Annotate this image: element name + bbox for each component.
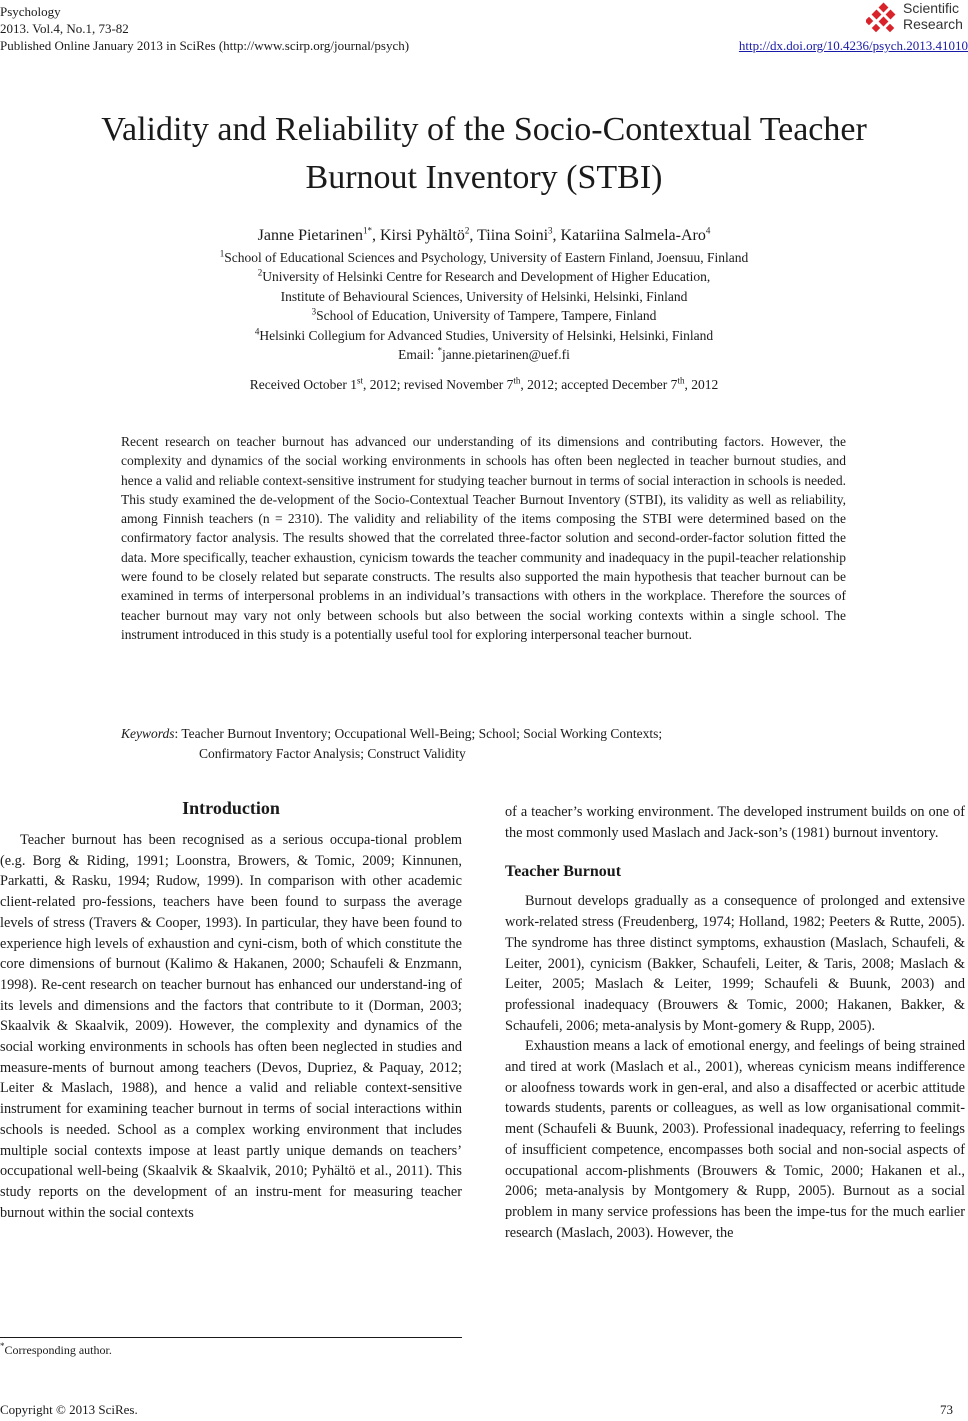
section-heading-teacher-burnout: Teacher Burnout xyxy=(505,863,622,881)
section-heading-introduction: Introduction xyxy=(182,798,280,818)
email: Email: *janne.pietarinen@uef.fi xyxy=(398,345,570,363)
affiliation-1: $^1$School of Educational Sciences and Psychology, University of Eastern Finland, Joensuu, Finland xyxy=(219,248,749,265)
abstract: Recent research on teacher burnout has advanced our understanding of its dimensions and contributing factors. However, the complexity and dynamics of the social working environments in schools has often been neglected in teacher burnout studies, and hence a valid and reliable context-sensitive instrument for studying teacher burnout in terms of social interaction in schools is needed. This study examined the de-velopment of the Socio-Contextual Teacher Burnout Inventory (STBI), its validity as well as reliability, among Finnish teachers (n = 2310). The validity and reliability of the items composing the STBI were determined based on the confirmatory factor analysis. The results showed that the correlated three-factor solution and second-order-factor solution fitted the data. More specifically, teacher exhaustion, cynicism towards the teacher community and inadequacy in the pupil-teacher relationship were found to be closely related but separate constructs. The results also supported the main hypothesis that teacher burnout can be examined in terms of interpersonal problems in an individual’s transactions with others in the workplace. Therefore the sources of teacher burnout may vary not only between schools but also between the social working contexts within a single school. The instrument introduced in this study is a potentially useful tool for exploring interpersonal teacher burnout. xyxy=(121,434,846,642)
copyright: Copyright © 2013 SciRes. xyxy=(0,1402,138,1417)
affiliation-3: $^3$School of Education, University of Tampere, Tampere, Finland xyxy=(311,306,657,324)
intro-continuation: of a teacher’s working environment. The developed instrument builds on one of the most commonly used Maslach and Jack-son’s (1981) burnout inventory. xyxy=(505,804,965,841)
paper-title: Validity and Reliability of the Socio-Contextual Teacher Burnout Inventory (STBI) xyxy=(101,111,867,196)
running-header xyxy=(0,3,409,54)
scientific-research-logo-icon xyxy=(866,2,900,36)
affiliation-4: $^4$Helsinki Collegium for Advanced Studies, University of Helsinki, Helsinki, Finland xyxy=(254,326,714,343)
right-column xyxy=(505,802,965,1243)
affiliations xyxy=(0,248,968,364)
footnote-rule xyxy=(0,1337,462,1338)
page-number: 73 xyxy=(940,1402,953,1417)
author-list: Janne Pietarinen$^{1*}$, Kirsi Pyhältö$^2$, Tiina Soini$^3$, Katariina Salmela-Aro$^4$ xyxy=(257,225,711,244)
burnout-paragraph-1: Burnout develops gradually as a consequence of prolonged and extensive work-related stress (Freudenberg, 1974; Holland, 1982; Peeters & Rutte, 2005). The syndrome has three distinct symptoms, exhaustion (Maslach, Schaufeli, & Leiter, 2001), cynicism (Bakker, Schaufeli, Leiter, & Taris, 2008; Maslach & Leiter, 2005; Maslach & Leiter, 1999; Schaufeli & Buunk, 2003) and professional inadequacy (Brouwers & Tomic, 2000; Hakanen, Bakker, & Schaufeli, 2006; meta-analysis by Mont-gomery & Rupp, 2005). xyxy=(505,893,965,1034)
journal-name: Psychology xyxy=(0,4,61,19)
footnote: *Corresponding author. xyxy=(0,1341,112,1357)
affiliation-2-cont: Institute of Behavioural Sciences, University of Helsinki, Helsinki, Finland xyxy=(280,288,688,304)
received-dates: Received October 1st, 2012; revised November 7th, 2012; accepted December 7th, 2012 xyxy=(249,375,719,392)
intro-paragraph: Teacher burnout has been recognised as a serious occupa-tional problem (e.g. Borg & Riding, 1991; Loonstra, Browers, & Tomic, 2009; Kinnunen, Parkatti, & Rasku, 1994; Rudow, 1999). In comparison with other academic client-related pro-fessions, teachers have been found to surpass the average levels of stress (Travers & Cooper, 1993). In particular, they have been found to experience high levels of exhaustion and cyni-cism, both of which constitute the core dimensions of burnout (Kalimo & Hakanen, 2000; Schaufeli & Enzmann, 1998). Re-cent research on teacher burnout has enhanced our understand-ing of its levels and dimensions and the factors that contribute to it (Dorman, 2003; Skaalvik & Skaalvik, 2009). However, the complexity and dynamics of the social working environments in schools has often been neglected in studies and measure-ments of burnout among teachers (Devos, Dupriez, & Paquay, 2012; Leiter & Maslach, 1988), and hence a valid and reliable context-sensitive instrument for examining teacher burnout in terms of social interactions within schools is needed. School as a complex working environment that includes multiple social contexts impose at least partly unique demands on teachers’ occupational well-being (Skaalvik & Skaalvik, 2010; Pyhältö et al., 2011). This study reports on the development of an instru-ment for measuring teacher burnout within the social contexts xyxy=(0,832,462,1221)
left-column xyxy=(0,796,462,1223)
keywords: Keywords: Teacher Burnout Inventory; Occupational Well-Being; School; Social Working Contexts; Confirmatory Factor Analysis; Construct Validity xyxy=(121,726,663,761)
affiliation-2: $^2$University of Helsinki Centre for Research and Development of Higher Education, xyxy=(257,267,711,285)
doi-link[interactable]: http://dx.doi.org/10.4236/psych.2013.41010 xyxy=(738,38,968,53)
volume-info: 2013. Vol.4, No.1, 73-82 xyxy=(0,21,129,36)
publisher-logo-text: Scientific Research xyxy=(903,0,963,32)
publication-info: Published Online January 2013 in SciRes (http://www.scirp.org/journal/psych) xyxy=(0,38,410,53)
burnout-paragraph-2: Exhaustion means a lack of emotional energy, and feelings of being strained and tired at work (Maslach et al., 2001), whereas cynicism means indifference or aloofness towards work in gen-eral, and also a disaffected or acerbic attitude towards students, parents or colleagues, as well as low organisational commit-ment (Schaufeli & Buunk, 2003). Professional inadequacy, referring to feelings of insufficient competence, encompasses both social and non-social aspects of occupational accom-plishments (Brouwers & Tomic, 2000; Hakanen et al., 2006; meta-analysis by Montgomery & Rupp, 2005). Burnout as a social problem in many service professions has been the impe-tus for the much earlier research (Maslach, 2003). However, the xyxy=(505,1038,965,1241)
